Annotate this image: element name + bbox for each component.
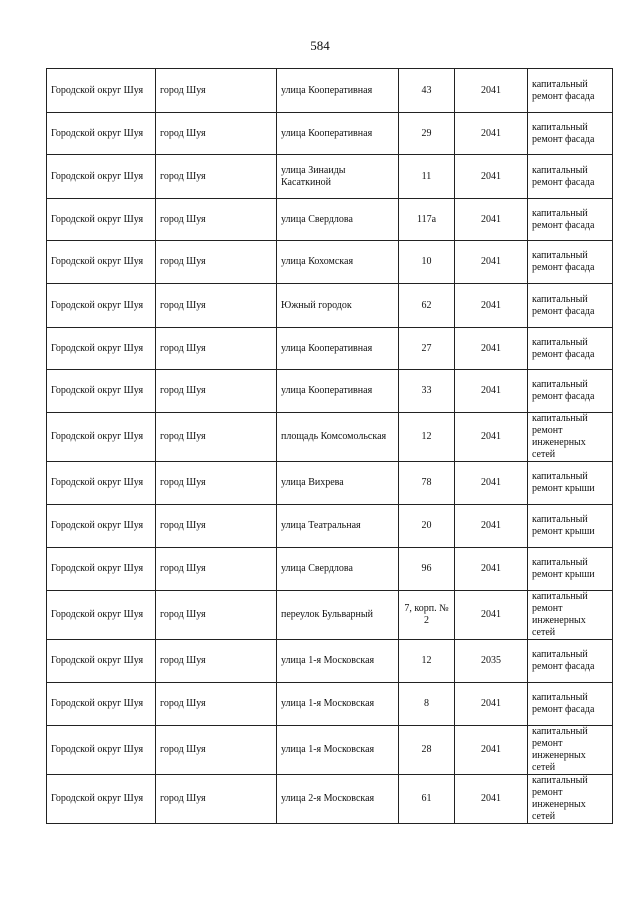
house-number-cell: 12 bbox=[399, 413, 455, 462]
city-cell: город Шуя bbox=[156, 284, 277, 328]
street-cell: улица Зинаиды Касаткиной bbox=[277, 155, 399, 199]
year-cell: 2035 bbox=[455, 640, 528, 683]
table-row bbox=[47, 683, 613, 726]
city-cell: город Шуя bbox=[156, 199, 277, 241]
city-cell: город Шуя bbox=[156, 328, 277, 370]
table-row bbox=[47, 640, 613, 683]
work-type-cell: капитальный ремонт фасада bbox=[528, 284, 613, 328]
year-cell: 2041 bbox=[455, 113, 528, 155]
table-row bbox=[47, 155, 613, 199]
table-row bbox=[47, 775, 613, 824]
table-row bbox=[47, 462, 613, 505]
house-number-cell: 8 bbox=[399, 683, 455, 726]
street-cell: улица Кооперативная bbox=[277, 328, 399, 370]
work-type-cell: капитальный ремонт фасада bbox=[528, 199, 613, 241]
year-cell: 2041 bbox=[455, 591, 528, 640]
municipality-cell: Городской округ Шуя bbox=[47, 113, 156, 155]
city-cell: город Шуя bbox=[156, 683, 277, 726]
municipality-cell: Городской округ Шуя bbox=[47, 370, 156, 413]
house-number-cell: 11 bbox=[399, 155, 455, 199]
year-cell: 2041 bbox=[455, 462, 528, 505]
house-number-cell: 27 bbox=[399, 328, 455, 370]
work-type-cell: капитальный ремонт фасада bbox=[528, 640, 613, 683]
municipality-cell: Городской округ Шуя bbox=[47, 328, 156, 370]
street-cell: улица Кооперативная bbox=[277, 370, 399, 413]
municipality-cell: Городской округ Шуя bbox=[47, 462, 156, 505]
year-cell: 2041 bbox=[455, 548, 528, 591]
year-cell: 2041 bbox=[455, 413, 528, 462]
street-cell: улица Кохомская bbox=[277, 241, 399, 284]
house-number-cell: 96 bbox=[399, 548, 455, 591]
street-cell: улица 1-я Московская bbox=[277, 726, 399, 775]
city-cell: город Шуя bbox=[156, 591, 277, 640]
table-row bbox=[47, 113, 613, 155]
work-type-cell: капитальный ремонт крыши bbox=[528, 505, 613, 548]
table-row bbox=[47, 413, 613, 462]
page-number: 584 bbox=[310, 38, 330, 53]
house-number-cell: 117а bbox=[399, 199, 455, 241]
municipality-cell: Городской округ Шуя bbox=[47, 775, 156, 824]
work-type-cell: капитальный ремонт фасада bbox=[528, 113, 613, 155]
house-number-cell: 62 bbox=[399, 284, 455, 328]
house-number-cell: 28 bbox=[399, 726, 455, 775]
year-cell: 2041 bbox=[455, 199, 528, 241]
work-type-cell: капитальный ремонт фасада bbox=[528, 328, 613, 370]
street-cell: улица 1-я Московская bbox=[277, 640, 399, 683]
city-cell: город Шуя bbox=[156, 370, 277, 413]
municipality-cell: Городской округ Шуя bbox=[47, 69, 156, 113]
work-type-cell: капитальный ремонт фасада bbox=[528, 241, 613, 284]
street-cell: улица Кооперативная bbox=[277, 113, 399, 155]
work-type-cell: капитальный ремонт крыши bbox=[528, 462, 613, 505]
work-type-cell: капитальный ремонт фасада bbox=[528, 370, 613, 413]
year-cell: 2041 bbox=[455, 155, 528, 199]
table-row bbox=[47, 328, 613, 370]
table-row bbox=[47, 591, 613, 640]
city-cell: город Шуя bbox=[156, 69, 277, 113]
city-cell: город Шуя bbox=[156, 155, 277, 199]
work-type-cell: капитальный ремонт инженерных сетей bbox=[528, 591, 613, 640]
work-type-cell: капитальный ремонт инженерных сетей bbox=[528, 413, 613, 462]
street-cell: улица Свердлова bbox=[277, 199, 399, 241]
year-cell: 2041 bbox=[455, 726, 528, 775]
city-cell: город Шуя bbox=[156, 775, 277, 824]
house-number-cell: 20 bbox=[399, 505, 455, 548]
city-cell: город Шуя bbox=[156, 726, 277, 775]
year-cell: 2041 bbox=[455, 241, 528, 284]
house-number-cell: 43 bbox=[399, 69, 455, 113]
municipality-cell: Городской округ Шуя bbox=[47, 591, 156, 640]
city-cell: город Шуя bbox=[156, 241, 277, 284]
table-row bbox=[47, 548, 613, 591]
municipality-cell: Городской округ Шуя bbox=[47, 413, 156, 462]
municipality-cell: Городской округ Шуя bbox=[47, 155, 156, 199]
table-row bbox=[47, 199, 613, 241]
year-cell: 2041 bbox=[455, 370, 528, 413]
table-row bbox=[47, 69, 613, 113]
city-cell: город Шуя bbox=[156, 505, 277, 548]
work-type-cell: капитальный ремонт инженерных сетей bbox=[528, 726, 613, 775]
street-cell: переулок Бульварный bbox=[277, 591, 399, 640]
house-number-cell: 12 bbox=[399, 640, 455, 683]
year-cell: 2041 bbox=[455, 505, 528, 548]
city-cell: город Шуя bbox=[156, 413, 277, 462]
house-number-cell: 61 bbox=[399, 775, 455, 824]
street-cell: улица Свердлова bbox=[277, 548, 399, 591]
street-cell: улица 1-я Московская bbox=[277, 683, 399, 726]
repair-schedule-table bbox=[46, 68, 613, 824]
municipality-cell: Городской округ Шуя bbox=[47, 241, 156, 284]
municipality-cell: Городской округ Шуя bbox=[47, 199, 156, 241]
house-number-cell: 7, корп. № 2 bbox=[399, 591, 455, 640]
work-type-cell: капитальный ремонт крыши bbox=[528, 548, 613, 591]
table-row bbox=[47, 726, 613, 775]
year-cell: 2041 bbox=[455, 775, 528, 824]
house-number-cell: 29 bbox=[399, 113, 455, 155]
table-row bbox=[47, 370, 613, 413]
table-row bbox=[47, 284, 613, 328]
work-type-cell: капитальный ремонт фасада bbox=[528, 155, 613, 199]
year-cell: 2041 bbox=[455, 69, 528, 113]
municipality-cell: Городской округ Шуя bbox=[47, 683, 156, 726]
street-cell: площадь Комсомольская bbox=[277, 413, 399, 462]
municipality-cell: Городской округ Шуя bbox=[47, 548, 156, 591]
table-row bbox=[47, 241, 613, 284]
city-cell: город Шуя bbox=[156, 640, 277, 683]
street-cell: улица Театральная bbox=[277, 505, 399, 548]
street-cell: Южный городок bbox=[277, 284, 399, 328]
municipality-cell: Городской округ Шуя bbox=[47, 284, 156, 328]
year-cell: 2041 bbox=[455, 683, 528, 726]
table-body bbox=[47, 69, 613, 824]
city-cell: город Шуя bbox=[156, 548, 277, 591]
municipality-cell: Городской округ Шуя bbox=[47, 505, 156, 548]
year-cell: 2041 bbox=[455, 284, 528, 328]
municipality-cell: Городской округ Шуя bbox=[47, 640, 156, 683]
year-cell: 2041 bbox=[455, 328, 528, 370]
work-type-cell: капитальный ремонт фасада bbox=[528, 683, 613, 726]
city-cell: город Шуя bbox=[156, 462, 277, 505]
street-cell: улица 2-я Московская bbox=[277, 775, 399, 824]
street-cell: улица Кооперативная bbox=[277, 69, 399, 113]
city-cell: город Шуя bbox=[156, 113, 277, 155]
house-number-cell: 78 bbox=[399, 462, 455, 505]
table-row bbox=[47, 505, 613, 548]
house-number-cell: 33 bbox=[399, 370, 455, 413]
work-type-cell: капитальный ремонт фасада bbox=[528, 69, 613, 113]
municipality-cell: Городской округ Шуя bbox=[47, 726, 156, 775]
street-cell: улица Вихрева bbox=[277, 462, 399, 505]
work-type-cell: капитальный ремонт инженерных сетей bbox=[528, 775, 613, 824]
house-number-cell: 10 bbox=[399, 241, 455, 284]
